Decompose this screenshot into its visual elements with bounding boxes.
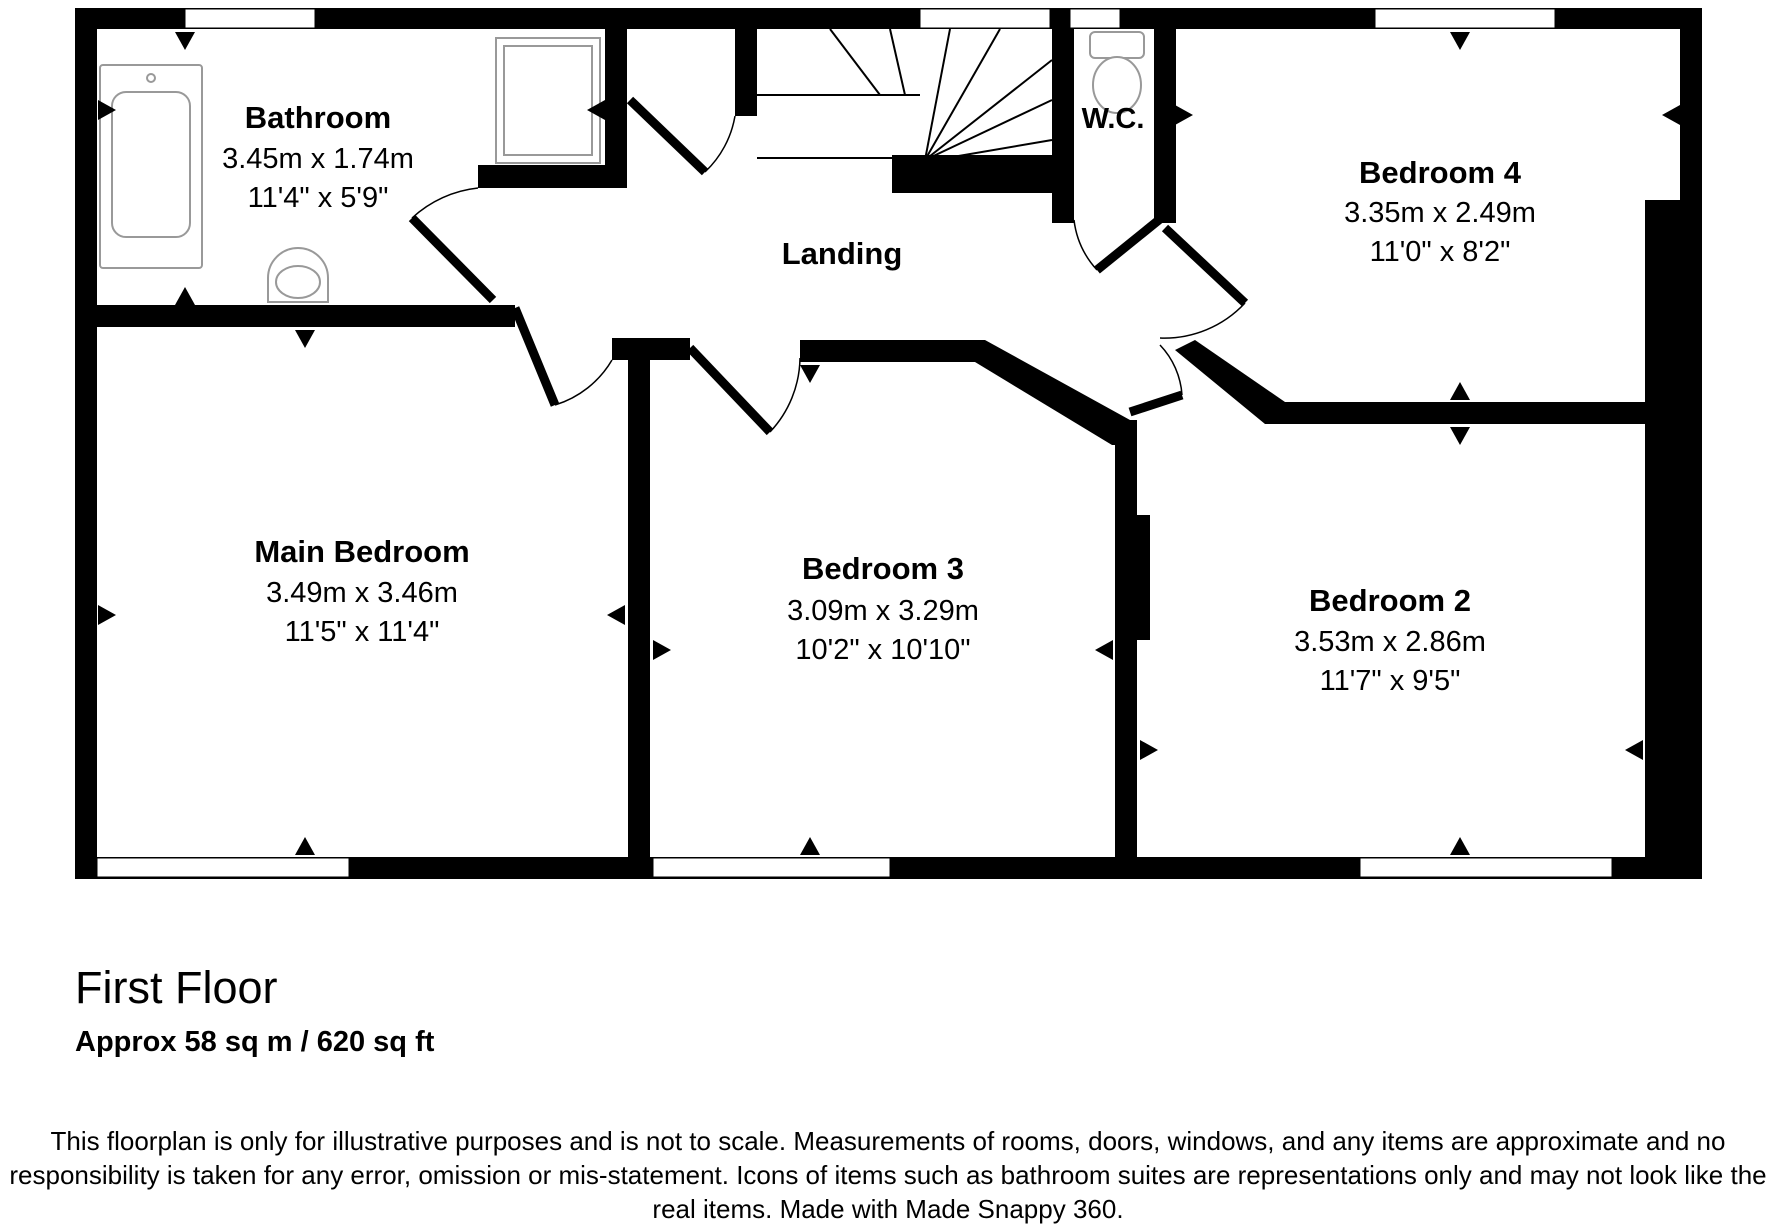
stair-wall-left bbox=[735, 8, 757, 116]
stair-wall-bottom bbox=[892, 155, 1057, 193]
window-bedroom2 bbox=[1360, 858, 1612, 877]
floor-area: Approx 58 sq m / 620 sq ft bbox=[75, 1026, 435, 1058]
window-bedroom3 bbox=[653, 858, 890, 877]
bedroom2-name: Bedroom 2 bbox=[1309, 583, 1471, 618]
bathroom-name: Bathroom bbox=[244, 100, 392, 135]
door-cupboard bbox=[630, 100, 735, 172]
bathroom-wall-step bbox=[478, 165, 627, 188]
bedroom2-imperial: 11'7" x 9'5" bbox=[1319, 665, 1461, 697]
window-main-bedroom bbox=[97, 858, 349, 877]
main-bedroom-imperial: 11'5" x 11'4" bbox=[284, 616, 440, 648]
bedroom3-wall-right bbox=[1115, 420, 1137, 879]
wc-wall-left bbox=[1052, 8, 1074, 223]
door-bedroom3 bbox=[690, 348, 800, 432]
wc-cistern bbox=[1090, 32, 1144, 58]
windows bbox=[97, 9, 1612, 877]
bedroom3-metric: 3.09m x 3.29m bbox=[787, 595, 979, 627]
bedroom3-chimney bbox=[1115, 515, 1150, 640]
landing-name: Landing bbox=[781, 236, 903, 271]
bedroom2-metric: 3.53m x 2.86m bbox=[1294, 626, 1486, 658]
door-main-bedroom bbox=[515, 308, 612, 405]
walls bbox=[75, 8, 1702, 879]
window-landing bbox=[920, 9, 1050, 28]
bedroom3-name: Bedroom 3 bbox=[802, 551, 964, 586]
floor-title: First Floor bbox=[75, 962, 278, 1013]
door-bedroom2 bbox=[1130, 345, 1182, 412]
staircase bbox=[757, 29, 1052, 160]
window-bedroom4 bbox=[1375, 9, 1555, 28]
shower-inner bbox=[504, 46, 592, 155]
bathroom-imperial: 11'4" x 5'9" bbox=[247, 182, 389, 214]
bedroom4-name: Bedroom 4 bbox=[1359, 155, 1521, 190]
bathroom-wall-bottom bbox=[75, 305, 515, 327]
bedroom4-wall-angle bbox=[1175, 340, 1285, 424]
disclaimer-text: This floorplan is only for illustrative purposes and is not to scale. Measurements of rooms, doors, windows, and any items are approximate and no responsibility is taken for any error, omission or mis-statement. Icons of items such as bathroom suites are representations only and may not look like the real items. Made with Made Snappy 360. bbox=[9, 1126, 1767, 1224]
main-bedroom-metric: 3.49m x 3.46m bbox=[266, 577, 458, 609]
bath-inner bbox=[112, 92, 190, 237]
landing-wall-bottom-mid bbox=[800, 340, 980, 362]
bedroom3-imperial: 10'2" x 10'10" bbox=[795, 634, 971, 666]
bathroom-metric: 3.45m x 1.74m bbox=[222, 143, 414, 175]
door-wc bbox=[1074, 215, 1165, 270]
main-bedroom-name: Main Bedroom bbox=[254, 534, 470, 569]
wc-wall-right bbox=[1154, 8, 1176, 223]
door-bathroom bbox=[412, 188, 493, 300]
bedroom4-wall-bottom bbox=[1275, 402, 1702, 424]
door-bedroom4 bbox=[1160, 228, 1245, 338]
landing-wall-bottom-left bbox=[612, 338, 690, 360]
sink-basin bbox=[276, 266, 320, 298]
room-labels bbox=[222, 100, 1536, 697]
bathroom-wall-right bbox=[605, 8, 627, 188]
outer-wall-left bbox=[75, 8, 97, 879]
wc-name: W.C. bbox=[1081, 103, 1145, 135]
bedroom4-metric: 3.35m x 2.49m bbox=[1344, 197, 1536, 229]
outer-wall-right-thick bbox=[1645, 200, 1702, 879]
window-bathroom bbox=[185, 9, 315, 28]
bath-tap bbox=[147, 74, 155, 82]
bedroom3-wall-angle bbox=[975, 340, 1130, 445]
bedroom4-imperial: 11'0" x 8'2" bbox=[1369, 236, 1511, 268]
main-bedroom-wall-right bbox=[628, 340, 650, 879]
window-wc bbox=[1070, 9, 1120, 28]
